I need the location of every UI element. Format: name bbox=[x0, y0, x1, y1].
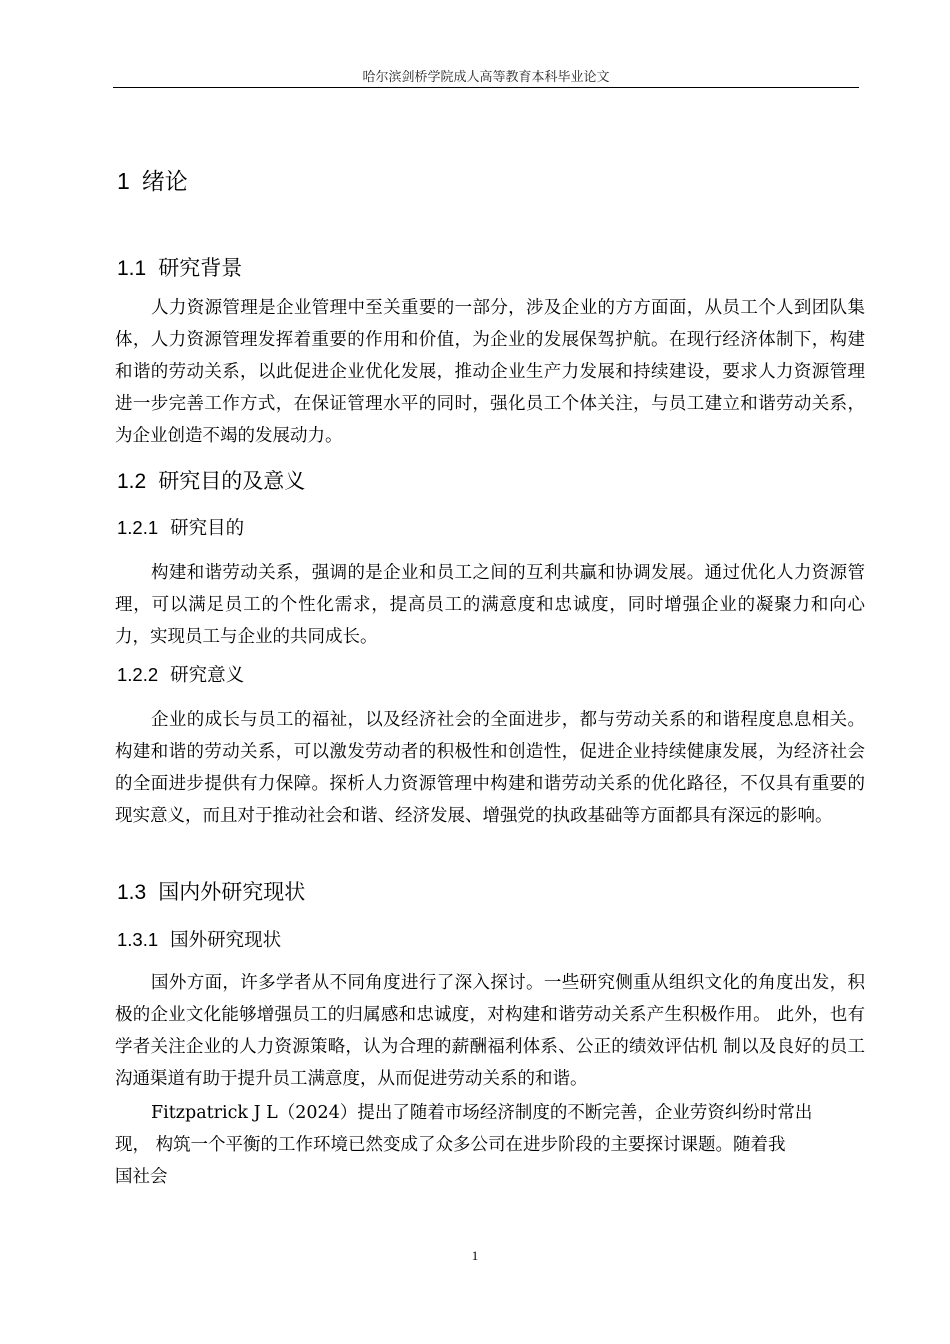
subsection-title: 国外研究现状 bbox=[170, 930, 282, 951]
section-number: 1.3 bbox=[117, 881, 147, 904]
paragraph-line: 国社会 bbox=[115, 1167, 168, 1187]
subsection-number: 1.3.1 bbox=[117, 929, 159, 950]
section-title: 国内外研究现状 bbox=[158, 880, 306, 904]
section-heading-1-1 bbox=[117, 252, 242, 282]
chapter-title: 绪论 bbox=[141, 169, 188, 195]
subsection-heading-1-3-1 bbox=[117, 926, 281, 952]
subsection-title: 研究意义 bbox=[170, 665, 245, 686]
paragraph-background: 人力资源管理是企业管理中至关重要的一部分，涉及企业的方方面面，从员工个人到团队集体，人力资源管理发挥着重要的作用和价值，为企业的发展保驾护航。在现行经济体制下，构建和谐的劳动关系，以此促进企业优化发展，推动企业生产力发展和持续建设，要求人力资源管理进一步完善工作方式，在保证管理水平的同时，强化员工个体关注，与员工建立和谐劳动关系，为企业创造不竭的发展动力。 bbox=[115, 298, 865, 446]
paragraph-line: Fitzpatrick J L（2024）提出了随着市场经济制度的不断完善，企业劳资纠纷时常出 bbox=[151, 1103, 813, 1123]
section-title: 研究背景 bbox=[158, 256, 243, 280]
section-heading-1-2 bbox=[117, 465, 305, 495]
running-header: 哈尔滨剑桥学院成人高等教育本科毕业论文 bbox=[362, 70, 610, 85]
paragraph-foreign-research: 国外方面，许多学者从不同角度进行了深入探讨。一些研究侧重从组织文化的角度出发，积极的企业文化能够增强员工的归属感和忠诚度，对构建和谐劳动关系产生积极作用。 此外，也有学者关注企业的人力资源策略，认为合理的薪酬福利体系、公正的绩效评估机 制以及良好的员工沟通渠道有助于提升员工满意度，从而促进劳动关系的和谐。 bbox=[115, 973, 865, 1089]
subsection-number: 1.2.1 bbox=[117, 517, 159, 538]
section-title: 研究目的及意义 bbox=[158, 469, 306, 493]
subsection-heading-1-2-1 bbox=[117, 514, 244, 540]
section-number: 1.1 bbox=[117, 257, 147, 280]
paragraph-line: 现， 构筑一个平衡的工作环境已然变成了众多公司在进步阶段的主要探讨课题。随着我 bbox=[115, 1135, 786, 1155]
chapter-number: 1 bbox=[117, 168, 130, 194]
chapter-heading bbox=[117, 163, 188, 196]
subsection-heading-1-2-2 bbox=[117, 661, 244, 687]
section-number: 1.2 bbox=[117, 470, 147, 493]
subsection-number: 1.2.2 bbox=[117, 664, 159, 685]
header-rule bbox=[113, 87, 859, 88]
paragraph-significance: 企业的成长与员工的福祉，以及经济社会的全面进步，都与劳动关系的和谐程度息息相关。构建和谐的劳动关系，可以激发劳动者的积极性和创造性，促进企业持续健康发展，为经济社会的全面进步提供有力保障。探析人力资源管理中构建和谐劳动关系的优化路径，不仅具有重要的现实意义，而且对于推动社会和谐、经济发展、增强党的执政基础等方面都具有深远的影响。 bbox=[115, 710, 865, 826]
paragraph-purpose: 构建和谐劳动关系，强调的是企业和员工之间的互利共赢和协调发展。通过优化人力资源管理，可以满足员工的个性化需求，提高员工的满意度和忠诚度，同时增强企业的凝聚力和向心力，实现员工与企业的共同成长。 bbox=[115, 563, 865, 647]
subsection-title: 研究目的 bbox=[170, 518, 245, 539]
paragraph-fitzpatrick bbox=[115, 1097, 865, 1193]
section-heading-1-3 bbox=[117, 876, 305, 906]
page-number: 1 bbox=[471, 1248, 479, 1263]
